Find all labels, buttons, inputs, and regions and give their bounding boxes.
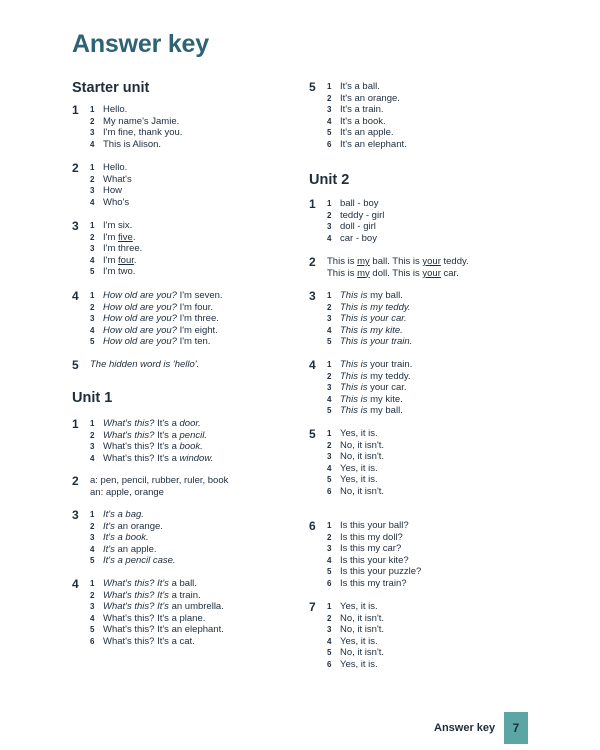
answer-text: car. <box>440 267 459 279</box>
answer-item-number: 4 <box>327 463 332 473</box>
answer-text: Yes, it is. <box>340 635 378 647</box>
answer-text: My name's Jamie. <box>103 115 180 127</box>
exercise-number: 4 <box>72 289 79 303</box>
answer-item-number: 2 <box>90 174 95 184</box>
answer-text: book. <box>179 441 203 453</box>
answer-line <box>90 613 224 625</box>
answer-line <box>327 93 407 105</box>
answer-item-number: 3 <box>327 383 332 393</box>
answer-line <box>327 428 384 440</box>
answer-text: Yes, it is. <box>340 658 378 670</box>
answer-line <box>90 162 132 174</box>
answer-item-number: 1 <box>327 521 332 530</box>
answer-item-number: 3 <box>90 533 95 543</box>
answer-text: your train. <box>370 359 413 370</box>
answer-item-number: 4 <box>90 255 95 265</box>
answer-line <box>327 325 412 337</box>
answer-text: I'm fine, thank you. <box>103 127 183 139</box>
answer-text: five <box>118 231 133 243</box>
answer-item-number: 3 <box>90 186 95 196</box>
answer-text: No, it isn't. <box>340 439 385 451</box>
answer-text: a ball. <box>171 578 197 589</box>
answer-text: I'm three. <box>179 313 219 325</box>
answer-line <box>90 174 132 186</box>
answer-item-number: 6 <box>90 636 95 646</box>
answer-line <box>90 127 182 139</box>
answer-text: your <box>422 267 441 279</box>
answer-text: doll. This is <box>369 267 423 279</box>
answer-item-number: 3 <box>327 544 332 554</box>
answer-item-number: 1 <box>90 221 95 230</box>
answer-item-number: 2 <box>90 430 95 440</box>
answer-item-number: 1 <box>90 291 95 300</box>
answer-list <box>90 359 199 371</box>
answer-text: Is this my car? <box>340 543 402 555</box>
exercise-number: 5 <box>72 358 79 372</box>
answer-item-number: 2 <box>90 302 95 312</box>
answer-text: Is this your ball? <box>340 520 409 531</box>
answer-line <box>90 555 176 567</box>
answer-text: my teddy. <box>370 370 411 382</box>
answer-line <box>327 198 384 210</box>
answer-text: What's this? It's <box>103 578 172 589</box>
answer-text: I'm two. <box>103 266 136 278</box>
answer-text: Yes, it is. <box>340 428 378 439</box>
answer-line <box>90 418 213 430</box>
answer-item-number: 1 <box>327 429 332 438</box>
answer-text: No, it isn't. <box>340 624 385 636</box>
answer-text: It's an apple. <box>340 127 394 139</box>
answer-text: It's an orange. <box>340 92 400 104</box>
answer-item-number: 4 <box>327 233 332 243</box>
answer-line <box>90 453 213 465</box>
answer-text: my ball. <box>370 405 403 417</box>
answer-text: an: apple, orange <box>90 486 164 498</box>
answer-line <box>327 520 421 532</box>
answer-text: This is Alison. <box>103 138 162 150</box>
answer-list <box>90 104 182 150</box>
answer-item-number: 4 <box>327 555 332 565</box>
answer-text: my ball. <box>370 290 403 301</box>
answer-item-number: 2 <box>327 532 332 542</box>
answer-line <box>327 268 469 280</box>
answer-line <box>327 104 407 116</box>
answer-line <box>327 543 421 555</box>
answer-list <box>327 601 384 671</box>
answer-line <box>90 325 223 337</box>
answer-text: ball - boy <box>340 198 379 209</box>
answer-text: Hello. <box>103 162 128 173</box>
answer-line <box>327 405 412 417</box>
answer-item-number: 2 <box>90 590 95 600</box>
answer-text: What's this? It's <box>103 601 172 613</box>
answer-text: my <box>357 256 370 267</box>
answer-item-number: 5 <box>90 625 95 635</box>
answer-line <box>90 336 223 348</box>
answer-line <box>327 139 407 151</box>
answer-item-number: 4 <box>90 325 95 335</box>
answer-text: This is <box>327 267 358 279</box>
answer-line <box>90 359 199 371</box>
answer-item-number: 4 <box>327 636 332 646</box>
answer-item-number: 4 <box>327 325 332 335</box>
answer-text: What's this? <box>103 418 158 429</box>
answer-text: How old are you? <box>103 290 180 301</box>
answer-text: It's a <box>157 429 180 441</box>
answer-line <box>90 139 182 151</box>
answer-item-number: 2 <box>327 93 332 103</box>
answer-list <box>90 578 224 648</box>
answer-line <box>90 624 224 636</box>
answer-text: teddy. <box>440 256 469 267</box>
answer-text: . <box>132 231 136 243</box>
answer-line <box>327 313 412 325</box>
answer-text: This is <box>340 393 371 405</box>
answer-item-number: 5 <box>327 128 332 138</box>
exercise-number: 1 <box>309 197 316 211</box>
answer-text: Is this my doll? <box>340 531 403 543</box>
answer-text: I'm ten. <box>179 336 211 348</box>
answer-item-number: 3 <box>90 128 95 138</box>
answer-line <box>90 544 176 556</box>
answer-item-number: 6 <box>327 578 332 588</box>
answer-text: your <box>422 256 441 267</box>
answer-text: It's a train. <box>340 104 384 116</box>
answer-text: This is my teddy. <box>340 301 411 313</box>
answer-line <box>327 440 384 452</box>
answer-item-number: 4 <box>90 197 95 207</box>
answer-text: This is <box>340 370 371 382</box>
answer-line <box>90 509 176 521</box>
answer-text: It's an elephant. <box>340 138 407 150</box>
answer-line <box>327 463 384 475</box>
answer-line <box>90 313 223 325</box>
answer-item-number: 4 <box>327 116 332 126</box>
exercise-number: 2 <box>72 474 79 488</box>
answer-list <box>327 428 384 498</box>
answer-line <box>90 636 224 648</box>
answer-item-number: 3 <box>90 602 95 612</box>
answer-item-number: 5 <box>327 337 332 347</box>
answer-text: ball. This is <box>369 256 423 267</box>
answer-line <box>90 532 176 544</box>
answer-text: No, it isn't. <box>340 485 385 497</box>
answer-text: This is <box>340 382 371 394</box>
answer-line <box>327 233 384 245</box>
answer-text: I'm six. <box>103 220 133 231</box>
answer-text: What's <box>103 173 132 185</box>
answer-line <box>327 566 421 578</box>
answer-text: an apple. <box>117 543 157 555</box>
answer-line <box>327 601 384 613</box>
answer-list <box>327 359 412 417</box>
answer-text: How <box>103 185 123 197</box>
answer-line <box>327 210 384 222</box>
answer-text: my kite. <box>370 393 403 405</box>
answer-item-number: 3 <box>327 105 332 115</box>
exercise-number: 4 <box>309 358 316 372</box>
answer-text: The hidden word is 'hello'. <box>90 359 200 370</box>
answer-text: What's this? It's a <box>103 452 180 464</box>
answer-text: This is your car. <box>340 313 407 325</box>
answer-text: I'm seven. <box>179 290 223 301</box>
answer-text: What's this? It's a <box>103 441 180 453</box>
answer-text: Is this my train? <box>340 577 407 589</box>
answer-text: This is <box>327 256 358 267</box>
answer-line <box>327 613 384 625</box>
answer-item-number: 1 <box>327 602 332 611</box>
answer-text: No, it isn't. <box>340 612 385 624</box>
answer-text: my kite. <box>370 324 403 336</box>
answer-item-number: 3 <box>90 442 95 452</box>
exercise-number: 2 <box>309 255 316 269</box>
answer-item-number: 1 <box>327 360 332 369</box>
exercise-number: 5 <box>309 80 316 94</box>
answer-text: car - boy <box>340 232 377 244</box>
answer-list <box>90 475 228 498</box>
exercise-number: 1 <box>72 103 79 117</box>
answer-list <box>90 418 213 464</box>
answer-text: It's <box>103 543 118 555</box>
answer-line <box>327 382 412 394</box>
answer-text: Yes, it is. <box>340 474 378 486</box>
answer-line <box>327 532 421 544</box>
answer-text: What's this? It's an elephant. <box>103 624 224 636</box>
exercise-number: 3 <box>309 289 316 303</box>
answer-text: How old are you? <box>103 336 180 348</box>
answer-text: No, it isn't. <box>340 451 385 463</box>
answer-text: It's a bag. <box>103 509 144 520</box>
answer-item-number: 5 <box>90 267 95 277</box>
answer-item-number: 3 <box>90 314 95 324</box>
answer-text: a train. <box>171 589 201 601</box>
answer-text: Who's <box>103 196 130 208</box>
answer-line <box>327 451 384 463</box>
exercise-number: 1 <box>72 417 79 431</box>
answer-text: This is <box>340 405 371 417</box>
answer-line <box>90 266 142 278</box>
answer-line <box>327 256 469 268</box>
answer-line <box>327 290 412 302</box>
answer-item-number: 1 <box>327 291 332 300</box>
answer-list <box>90 290 223 348</box>
answer-line <box>90 590 224 602</box>
answer-text: door. <box>179 418 201 429</box>
answer-item-number: 3 <box>90 244 95 254</box>
answer-item-number: 1 <box>90 163 95 172</box>
answer-item-number: 4 <box>90 139 95 149</box>
answer-line <box>90 232 142 244</box>
answer-text: How old are you? <box>103 313 180 325</box>
exercise-number: 6 <box>309 519 316 533</box>
answer-text: my <box>357 267 370 279</box>
answer-item-number: 5 <box>327 567 332 577</box>
answer-text: It's a pencil case. <box>103 555 176 567</box>
answer-item-number: 2 <box>90 521 95 531</box>
answer-text: It's a <box>157 418 180 429</box>
answer-line <box>90 220 142 232</box>
answer-list <box>327 520 421 590</box>
answer-item-number: 2 <box>327 302 332 312</box>
answer-line <box>327 127 407 139</box>
answer-line <box>90 430 213 442</box>
footer-label: Answer key <box>434 722 496 734</box>
answer-item-number: 1 <box>327 82 332 91</box>
answer-line <box>90 487 228 499</box>
answer-item-number: 3 <box>327 625 332 635</box>
exercise-number: 4 <box>72 577 79 591</box>
answer-item-number: 1 <box>327 199 332 208</box>
answer-text: I'm three. <box>103 243 143 255</box>
answer-list <box>90 162 132 208</box>
answer-list <box>90 509 176 567</box>
answer-text: No, it isn't. <box>340 647 385 659</box>
answer-list <box>327 198 384 244</box>
answer-item-number: 2 <box>90 232 95 242</box>
answer-line <box>90 521 176 533</box>
exercise-number: 5 <box>309 427 316 441</box>
answer-text: an orange. <box>117 520 163 532</box>
unit-heading: Starter unit <box>72 80 150 96</box>
answer-text: doll - girl <box>340 221 376 233</box>
exercise-number: 2 <box>72 161 79 175</box>
answer-item-number: 5 <box>327 406 332 416</box>
unit-heading: Unit 1 <box>72 390 113 406</box>
answer-text: I'm four. <box>179 301 214 313</box>
answer-item-number: 3 <box>327 452 332 462</box>
unit-heading: Unit 2 <box>309 172 350 188</box>
answer-text: Hello. <box>103 104 128 115</box>
answer-item-number: 1 <box>90 510 95 519</box>
answer-text: I'm eight. <box>179 324 218 336</box>
answer-text: Yes, it is. <box>340 462 378 474</box>
answer-line <box>327 647 384 659</box>
answer-text: four <box>118 254 134 266</box>
answer-text: Yes, it is. <box>340 601 378 612</box>
answer-text: teddy - girl <box>340 209 385 221</box>
answer-text: your car. <box>370 382 407 394</box>
answer-line <box>90 104 182 116</box>
answer-text: How old are you? <box>103 301 180 313</box>
answer-line <box>327 394 412 406</box>
answer-item-number: 1 <box>90 105 95 114</box>
answer-item-number: 4 <box>90 613 95 623</box>
answer-line <box>327 624 384 636</box>
answer-line <box>327 371 412 383</box>
answer-line <box>327 578 421 590</box>
answer-line <box>90 185 132 197</box>
answer-text: . <box>133 254 137 266</box>
answer-text: What's this? It's <box>103 589 172 601</box>
answer-item-number: 5 <box>90 337 95 347</box>
answer-text: What's this? It's a cat. <box>103 635 195 647</box>
answer-text: This is <box>340 324 371 336</box>
answer-text: It's a book. <box>340 115 386 127</box>
answer-item-number: 2 <box>327 371 332 381</box>
answer-item-number: 1 <box>90 419 95 428</box>
answer-line <box>90 441 213 453</box>
answer-item-number: 3 <box>327 222 332 232</box>
answer-line <box>90 475 228 487</box>
answer-text: What's this? <box>103 429 158 441</box>
answer-text: window. <box>179 452 214 464</box>
answer-item-number: 2 <box>327 613 332 623</box>
answer-item-number: 6 <box>327 139 332 149</box>
answer-line <box>90 197 132 209</box>
answer-line <box>90 255 142 267</box>
answer-text: How old are you? <box>103 324 180 336</box>
answer-item-number: 1 <box>90 579 95 588</box>
answer-item-number: 6 <box>327 486 332 496</box>
answer-item-number: 4 <box>90 544 95 554</box>
answer-text: Is this your puzzle? <box>340 566 422 578</box>
exercise-number: 3 <box>72 508 79 522</box>
answer-text: What's this? It's a plane. <box>103 612 206 624</box>
answer-item-number: 5 <box>90 556 95 566</box>
answer-item-number: 2 <box>327 210 332 220</box>
answer-text: I'm <box>103 254 119 266</box>
page-number-box <box>504 712 528 744</box>
answer-line <box>327 336 412 348</box>
answer-item-number: 4 <box>90 453 95 463</box>
answer-line <box>327 555 421 567</box>
page-title: Answer key <box>72 30 209 58</box>
answer-text: This is <box>340 290 371 301</box>
exercise-number: 3 <box>72 219 79 233</box>
answer-text: Is this your kite? <box>340 554 409 566</box>
page-number: 7 <box>512 721 520 735</box>
answer-line <box>90 116 182 128</box>
answer-text: pencil. <box>179 429 207 441</box>
answer-line <box>327 474 384 486</box>
answer-text: I'm <box>103 231 119 243</box>
answer-line <box>327 636 384 648</box>
answer-line <box>327 359 412 371</box>
answer-text: This is your train. <box>340 336 413 348</box>
answer-list <box>90 220 142 278</box>
answer-line <box>327 486 384 498</box>
answer-line <box>327 302 412 314</box>
answer-item-number: 6 <box>327 659 332 669</box>
answer-line <box>90 578 224 590</box>
answer-line <box>90 243 142 255</box>
answer-item-number: 2 <box>327 440 332 450</box>
answer-line <box>327 116 407 128</box>
answer-line <box>327 659 384 671</box>
answer-text: a: pen, pencil, rubber, ruler, book <box>90 475 229 486</box>
answer-text: It's <box>103 520 118 532</box>
answer-item-number: 5 <box>327 475 332 485</box>
answer-item-number: 4 <box>327 394 332 404</box>
answer-text: It's a book. <box>103 532 149 544</box>
answer-line <box>90 290 223 302</box>
answer-item-number: 2 <box>90 116 95 126</box>
answer-text: an umbrella. <box>171 601 224 613</box>
answer-list <box>327 81 407 151</box>
answer-line <box>327 221 384 233</box>
answer-line <box>90 601 224 613</box>
answer-item-number: 5 <box>327 648 332 658</box>
answer-line <box>327 81 407 93</box>
answer-list <box>327 256 469 279</box>
answer-list <box>327 290 412 348</box>
exercise-number: 7 <box>309 600 316 614</box>
answer-line <box>90 302 223 314</box>
answer-text: It's a ball. <box>340 81 380 92</box>
answer-text: This is <box>340 359 371 370</box>
answer-item-number: 3 <box>327 314 332 324</box>
